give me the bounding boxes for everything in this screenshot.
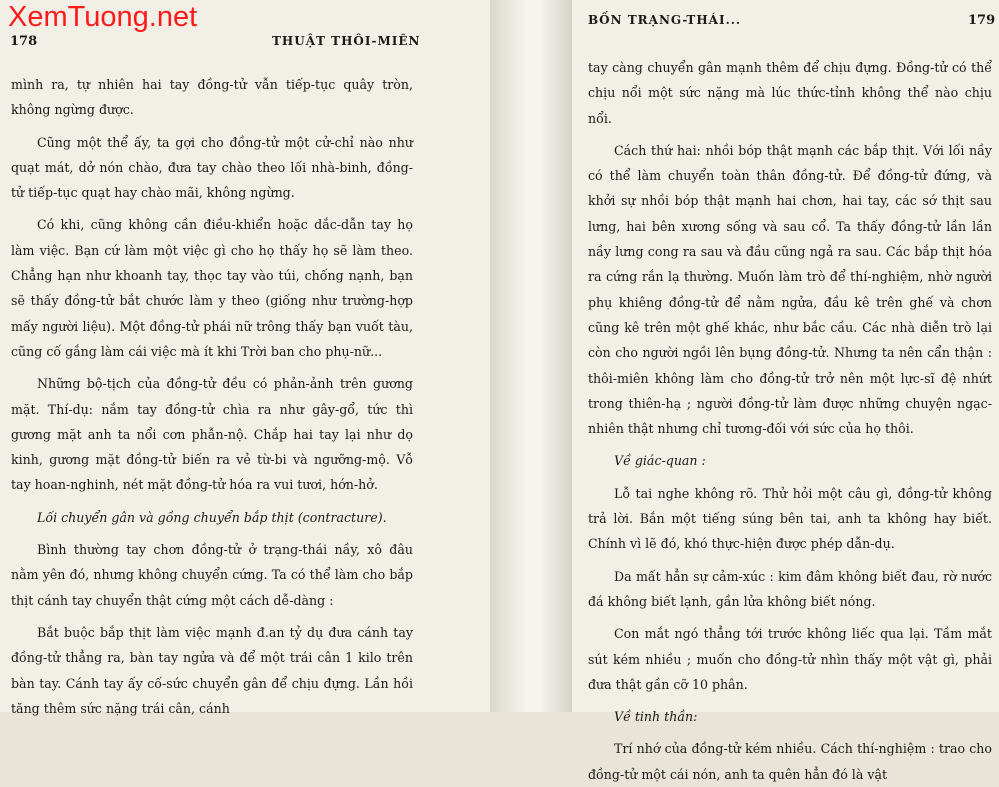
right-page-number: 179 xyxy=(968,13,996,28)
left-paragraph: Cũng một thể ấy, ta gợi cho đồng-tử một cử-chỉ nào như quạt mát, dở nón chào, đưa tay chào theo lối nhà-binh, đồng-tử tiếp-tục quạt hay chào mãi, không ngừng. xyxy=(11,134,413,201)
book-gutter xyxy=(490,0,572,712)
left-paragraph: Bắt buộc bắp thịt làm việc mạnh đ.an tỷ dụ đưa cánh tay đồng-tử thẳng ra, bàn tay ngửa và để một trái cân 1 kilo trên bàn tay. Cánh tay ấy cố-sức chuyển gân để chịu đựng. Lần hồi tăng thêm sức nặng trái cân, cánh xyxy=(11,624,413,716)
right-paragraph: Cách thứ hai: nhồi bóp thật mạnh các bắp thịt. Với lối nầy có thể làm chuyển toàn thân đồng-tử. Để đồng-tử đứng, và khởi sự nhồi bóp thật mạnh hai chơn, hai tay, các sớ thịt sau lưng, hai bên xương sống và sau cổ. Ta thấy đồng-tử lần lần nầy lưng cong ra sau và đầu cũng ngả ra sau. Các bắp thịt hóa ra cứng rắn lạ thường. Muốn làm trò để thí-nghiệm, nhờ người phụ khiêng đồng-tử để nằm ngửa, đầu kê trên ghế và chơn cũng kê trên một ghế khác, như bắc cầu. Các nhà diễn trò lại còn cho người ngồi lên bụng đồng-tử. Nhưng ta nên cẩn thận : thôi-miên không làm cho đồng-tử trở nên một lực-sĩ đệ nhứt trong thiên-hạ ; người đồng-tử làm được những chuyện ngạc-nhiên thật nhưng chỉ tương-đối với sức của họ thôi. xyxy=(588,142,992,437)
right-section-heading: Về giác-quan : xyxy=(614,453,706,469)
xemtuong-watermark: XemTuong.net xyxy=(8,1,198,33)
right-paragraph: Con mắt ngó thẳng tới trước không liếc qua lại. Tầm mắt sút kém nhiều ; muốn cho đồng-tử nhìn thấy một vật gì, phải đưa thật gần cỡ 10 phân. xyxy=(588,626,992,692)
right-text-block xyxy=(588,55,992,787)
right-section-heading: Về tinh thần: xyxy=(614,709,698,725)
left-section-heading: Lối chuyển gân và gồng chuyển bắp thịt (contracture). xyxy=(37,509,387,525)
right-paragraph: tay càng chuyển gân mạnh thêm để chịu đựng. Đồng-tử có thể chịu nổi một sức nặng mà lúc thức-tỉnh không thể nào chịu nổi. xyxy=(588,60,992,126)
right-paragraph: Da mất hẳn sự cảm-xúc : kim đâm không biết đau, rờ nước đá không biết lạnh, gần lửa không biết nóng. xyxy=(588,568,992,609)
left-page xyxy=(0,0,490,716)
right-page xyxy=(572,0,999,782)
left-paragraph: Có khi, cũng không cần điều-khiển hoặc dắc-dẫn tay họ làm việc. Bạn cứ làm một việc gì cho họ thấy họ sẽ làm theo. Chẳng hạn như khoanh tay, thọc tay vào túi, chống nạnh, bạn sẽ thấy đồng-tử bắt chước làm y theo (giống như trường-hợp mấy người liệu). Một đồng-tử phái nữ trông thấy bạn vuốt tàu, cũng cố gắng làm cái việc mà ít khi Trời ban cho phụ-nữ... xyxy=(11,217,413,359)
left-running-head: THUẬT THÔI-MIÊN xyxy=(272,34,421,48)
left-paragraph: Những bộ-tịch của đồng-tử đều có phản-ảnh trên gương mặt. Thí-dụ: nắm tay đồng-tử chìa ra như gây-gổ, tức thì gương mặt anh ta nổi cơn phẫn-nộ. Chắp hai tay lại như dọ kinh, gương mặt đồng-tử biến ra vẻ từ-bi và ngưỡng-mộ. Vỗ tay hoan-nghinh, nét mặt đồng-tử hóa ra vui tươi, hớn-hở. xyxy=(11,376,413,493)
left-page-number: 178 xyxy=(10,34,38,49)
right-paragraph: Trí nhớ của đồng-tử kém nhiều. Cách thí-nghiệm : trao cho đồng-tử một cái nón, anh ta quên hẳn đó là vật xyxy=(588,741,992,782)
right-running-head: BỐN TRẠNG-THÁI... xyxy=(588,13,742,27)
left-paragraph: mình ra, tự nhiên hai tay đồng-tử vẫn tiếp-tục quây tròn, không ngừng được. xyxy=(11,77,413,118)
left-text-block xyxy=(11,72,413,721)
left-paragraph: Bình thường tay chơn đồng-tử ở trạng-thái nầy, xô đâu nằm yên đó, nhưng không chuyển cứng. Ta có thể làm cho bắp thịt cánh tay chuyển thật cứng một cách dễ-dàng : xyxy=(11,542,413,608)
right-paragraph: Lỗ tai nghe không rõ. Thử hỏi một câu gì, đồng-tử không trả lời. Bắn một tiếng súng bên tai, anh ta không hay biết. Chính vì lẽ đó, khó thực-hiện được phép dẫn-dụ. xyxy=(588,485,992,552)
